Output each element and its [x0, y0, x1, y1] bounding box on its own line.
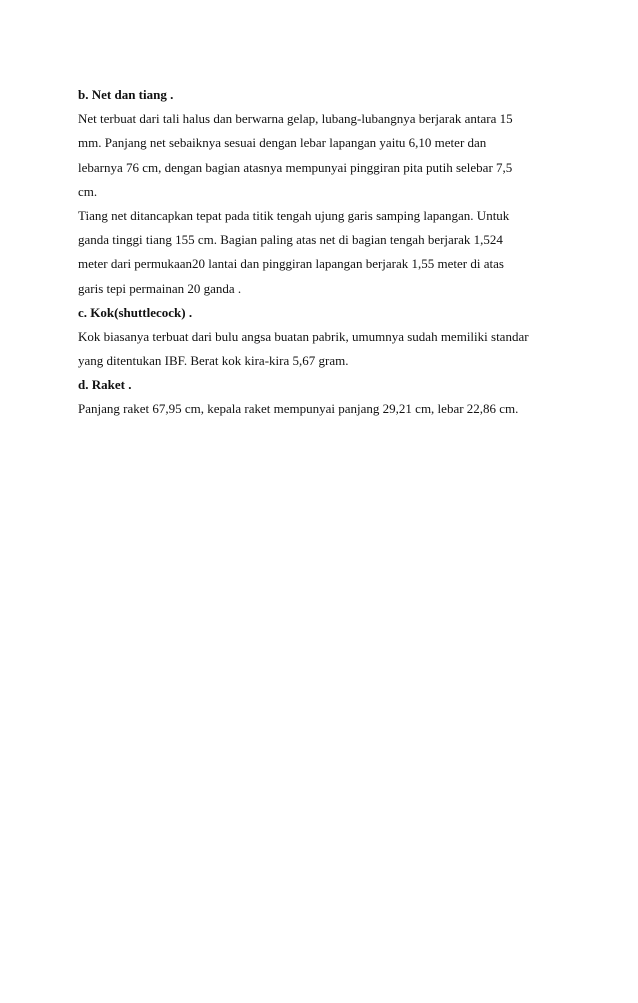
paragraph-line: Net terbuat dari tali halus dan berwarna gelap, lubang-lubangnya berjarak antara 15: [78, 111, 513, 127]
paragraph-line: cm.: [78, 183, 98, 199]
section-heading: b. Net dan tiang .: [78, 87, 174, 102]
section-kok-shuttlecock: [78, 301, 578, 374]
paragraph-line: garis tepi permainan 20 ganda .: [78, 280, 242, 296]
paragraph-line: ganda tinggi tiang 155 cm. Bagian paling atas net di bagian tengah berjarak 1,524: [78, 232, 503, 248]
section-raket: [78, 373, 578, 421]
section-heading: c. Kok(shuttlecock) .: [78, 304, 193, 320]
paragraph-line: lebarnya 76 cm, dengan bagian atasnya mempunyai pinggiran pita putih selebar 7,5: [78, 159, 513, 175]
paragraph-line: meter dari permukaan20 lantai dan pinggiran lapangan berjarak 1,55 meter di atas: [78, 256, 504, 272]
section-net-dan-tiang: [78, 83, 578, 301]
paragraph-line: yang ditentukan IBF. Berat kok kira-kira 5,67 gram.: [78, 353, 349, 369]
document-body: [78, 83, 578, 422]
paragraph-line: Tiang net ditancapkan tepat pada titik tengah ujung garis samping lapangan. Untuk: [78, 207, 510, 223]
paragraph-line: mm. Panjang net sebaiknya sesuai dengan lebar lapangan yaitu 6,10 meter dan: [78, 135, 487, 151]
paragraph-line: Panjang raket 67,95 cm, kepala raket mempunyai panjang 29,21 cm, lebar 22,86 cm.: [78, 401, 519, 417]
paragraph-line: Kok biasanya terbuat dari bulu angsa buatan pabrik, umumnya sudah memiliki standar: [78, 328, 529, 344]
section-heading: d. Raket .: [78, 377, 132, 393]
